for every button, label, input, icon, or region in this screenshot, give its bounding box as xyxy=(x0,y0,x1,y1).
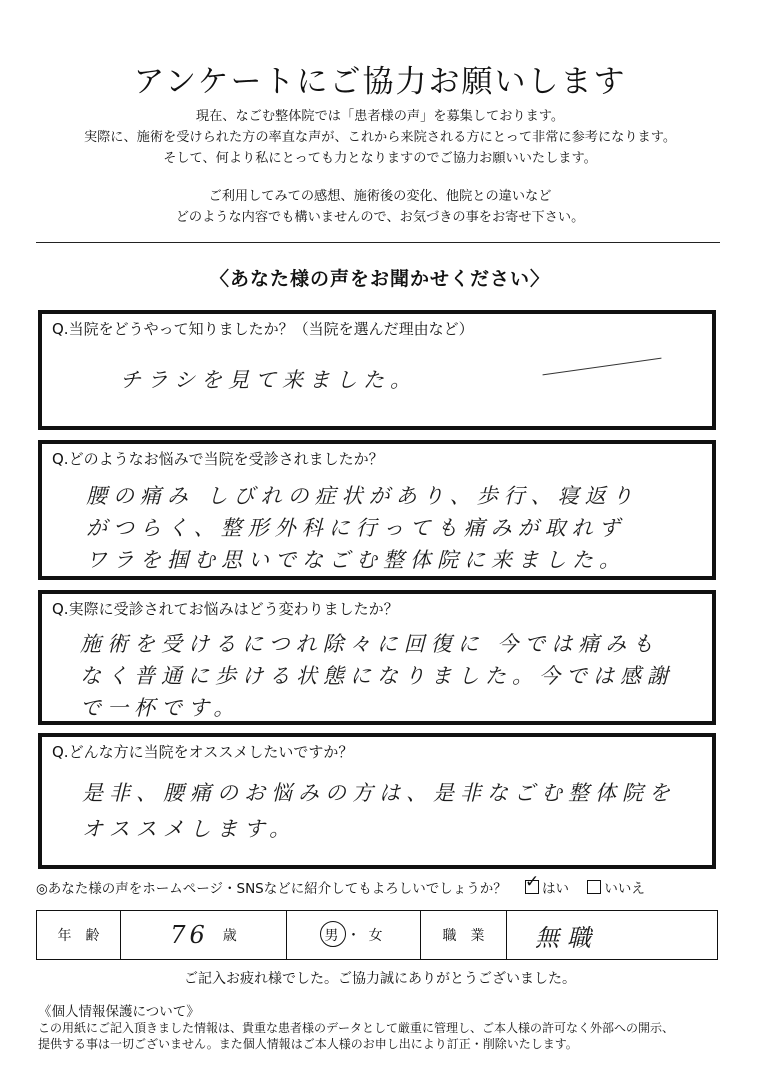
gender-female-option[interactable]: 女 xyxy=(368,928,383,944)
age-unit: 歳 xyxy=(222,928,237,944)
handwritten-answer-line: 施術を受けるにつれ除々に回復に 今では痛みも xyxy=(80,632,660,656)
gender-cell xyxy=(287,911,421,959)
intro-line: どのような内容でも構いませんので、お気づきの事をお寄せ下さい。 xyxy=(175,210,585,225)
handwritten-answer-line: なく普通に歩ける状態になりました。今では感謝 xyxy=(80,664,674,688)
handwritten-answer-line: で一杯です。 xyxy=(80,696,241,720)
privacy-line: 提供する事は一切ございません。また個人情報はご本人様のお申し出により訂正・削除いたします。 xyxy=(38,1037,578,1051)
circle-mark-icon xyxy=(320,921,346,947)
handwritten-answer-line: がつらく、整形外科に行っても痛みが取れず xyxy=(86,516,626,540)
handwritten-answer-line: 是非、腰痛のお悩みの方は、是非なごむ整体院を xyxy=(82,781,676,805)
handwritten-answer: チラシを見て来ました。 xyxy=(120,368,417,392)
checkbox-empty-icon[interactable] xyxy=(587,880,601,894)
intro-paragraph-1 xyxy=(0,106,760,169)
intro-line: 実際に、施術を受けられた方の率直な声が、これから来院される方にとって非常に参考になります。 xyxy=(83,130,677,145)
job-label: 職 業 xyxy=(421,911,507,959)
consent-yes-option[interactable] xyxy=(525,881,573,897)
question-label: Q.どのようなお悩みで当院を受診されましたか？ xyxy=(52,450,384,468)
question-box-3 xyxy=(38,590,716,725)
privacy-notice xyxy=(38,1020,728,1052)
gender-separator: ・ xyxy=(346,928,361,944)
intro-paragraph-2 xyxy=(0,186,760,228)
question-box-4 xyxy=(38,733,716,869)
age-label: 年 齢 xyxy=(37,911,121,959)
privacy-title: 《個人情報保護について》 xyxy=(38,1004,200,1020)
question-box-2 xyxy=(38,440,716,580)
gender-male-label: 男 xyxy=(324,928,339,944)
question-label: Q.どんな方に当院をオススメしたいですか？ xyxy=(52,743,354,761)
job-value: 無職 xyxy=(535,923,599,952)
checkbox-checked-icon[interactable] xyxy=(525,880,539,894)
section-heading: 〈あなた様の声をお聞かせください〉 xyxy=(209,268,550,290)
question-label: Q.当院をどうやって知りましたか？（当院を選んだ理由など） xyxy=(52,320,474,338)
consent-no-option[interactable] xyxy=(587,881,645,897)
privacy-line: この用紙にご記入頂きました情報は、貴重な患者様のデータとして厳重に管理し、ご本人様の許可なく外部への開示、 xyxy=(38,1021,675,1035)
consent-question: ◎あなた様の声をホームページ・SNSなどに紹介してもよろしいでしょうか？ xyxy=(36,881,507,897)
handwritten-answer-line: 腰の痛み しびれの症状があり、歩行、寝返り xyxy=(86,484,639,508)
divider xyxy=(36,242,720,243)
question-label: Q.実際に受診されてお悩みはどう変わりましたか？ xyxy=(52,600,399,618)
job-cell xyxy=(507,911,717,959)
consent-row xyxy=(36,877,645,897)
page-title: アンケートにご協力お願いします xyxy=(133,64,627,100)
question-box-1 xyxy=(38,310,716,430)
profile-table xyxy=(36,910,718,960)
age-cell xyxy=(121,911,287,959)
thanks-message: ご記入お疲れ様でした。ご協力誠にありがとうございました。 xyxy=(184,971,576,987)
intro-line: ご利用してみての感想、施術後の変化、他院との違いなど xyxy=(208,189,552,204)
intro-line: 現在、なごむ整体院では「患者様の声」を募集しております。 xyxy=(195,109,565,124)
intro-line: そして、何より私にとっても力となりますのでご協力お願いいたします。 xyxy=(163,151,597,166)
handwritten-answer-line: オススメします。 xyxy=(82,817,297,841)
handwritten-answer-line: ワラを掴む思いでなごむ整体院に来ました。 xyxy=(86,548,626,572)
stray-pen-mark xyxy=(543,358,662,376)
consent-yes-label: はい xyxy=(542,881,570,897)
consent-no-label: いいえ xyxy=(604,881,645,897)
gender-male-option[interactable] xyxy=(325,925,339,945)
age-value: 76 xyxy=(170,921,209,949)
